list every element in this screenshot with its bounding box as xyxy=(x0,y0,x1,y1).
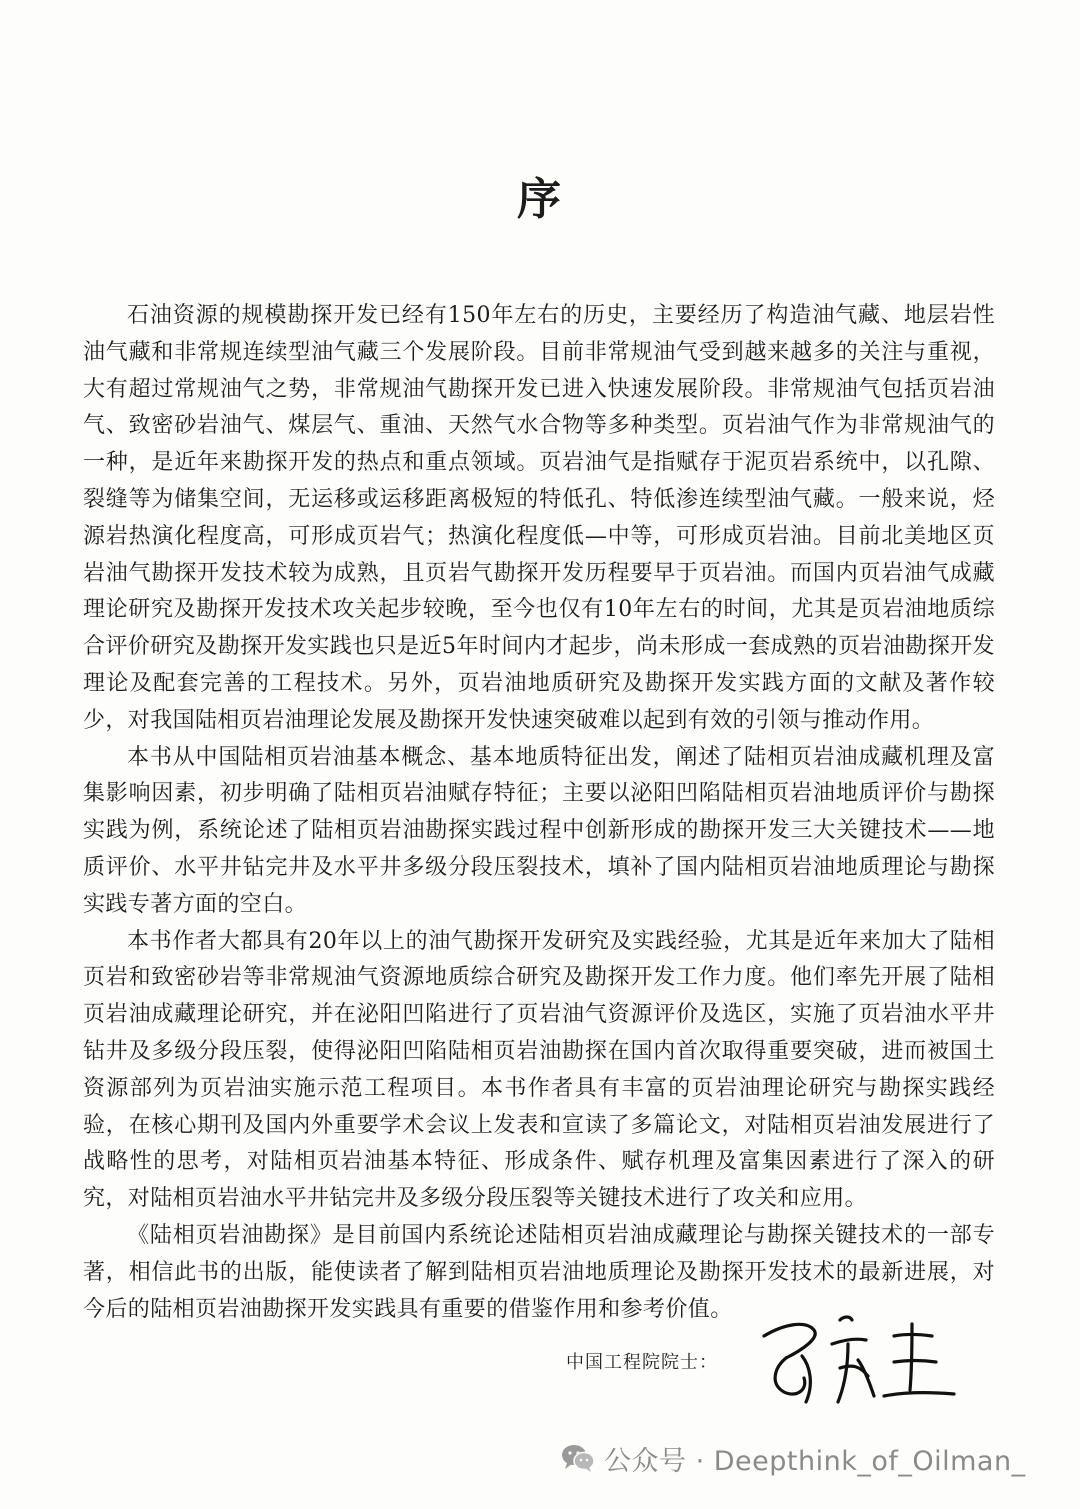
paragraph: 本书从中国陆相页岩油基本概念、基本地质特征出发，阐述了陆相页岩油成藏机理及富集影响因素，初步明确了陆相页岩油赋存特征；主要以泌阳凹陷陆相页岩油地质评价与勘探实践为例，系统论述了陆相页岩油勘探实践过程中创新形成的勘探开发三大关键技术——地质评价、水平井钻完井及水平井多级分段压裂技术，填补了国内陆相页岩油地质理论与勘探实践专著方面的空白。 xyxy=(83,744,995,917)
paragraph: 《陆相页岩油勘探》是目前国内系统论述陆相页岩油成藏理论与勘探关键技术的一部专著，相信此书的出版，能使读者了解到陆相页岩油地质理论及勘探开发技术的最新进展，对今后的陆相页岩油勘探开发实践具有重要的借鉴作用和参考价值。 xyxy=(83,1222,995,1322)
wechat-icon xyxy=(560,1443,596,1473)
signature-block xyxy=(566,1306,986,1426)
paragraph: 本书作者大都具有20年以上的油气勘探开发研究及实践经验，尤其是近年来加大了陆相页岩和致密砂岩等非常规油气资源地质综合研究及勘探开发工作力度。他们率先开展了陆相页岩油成藏理论研究，并在泌阳凹陷进行了页岩油气资源评价及选区，实施了页岩油水平井钻井及多级分段压裂，使得泌阳凹陷陆相页岩油勘探在国内首次取得重要突破，进而被国土资源部列为页岩油实施示范工程项目。本书作者具有丰富的页岩油理论研究与勘探实践经验，在核心期刊及国内外重要学术会议上发表和宣读了多篇论文，对陆相页岩油发展进行了战略性的思考，对陆相页岩油基本特征、形成条件、赋存机理及富集因素进行了深入的研究，对陆相页岩油水平井钻完井及多级分段压裂等关键技术进行了攻关和应用。 xyxy=(83,928,995,1212)
watermark-text: 公众号 · Deepthink_of_Oilman_ xyxy=(604,1445,1026,1477)
paragraph: 石油资源的规模勘探开发已经有150年左右的历史，主要经历了构造油气藏、地层岩性油气藏和非常规连续型油气藏三个发展阶段。目前非常规油气受到越来越多的关注与重视，大有超过常规油气之势，非常规油气勘探开发已进入快速发展阶段。非常规油气包括页岩油气、致密砂岩油气、煤层气、重油、天然气水合物等多种类型。页岩油气作为非常规油气的一种，是近年来勘探开发的热点和重点领域。页岩油气是指赋存于泥页岩系统中，以孔隙、裂缝等为储集空间，无运移或运移距离极短的特低孔、特低渗连续型油气藏。一般来说，烃源岩热演化程度高，可形成页岩气；热演化程度低—中等，可形成页岩油。目前北美地区页岩油气勘探开发技术较为成熟，且页岩气勘探开发历程要早于页岩油。而国内页岩油气成藏理论研究及勘探开发技术攻关起步较晚，至今也仅有10年左右的时间，尤其是页岩油地质综合评价研究及勘探开发实践也只是近5年时间内才起步，尚未形成一套成熟的页岩油勘探开发理论及配套完善的工程技术。另外，页岩油地质研究及勘探开发实践方面的文献及著作较少，对我国陆相页岩油理论发展及勘探开发快速突破难以起到有效的引领与推动作用。 xyxy=(83,303,995,733)
handwritten-signature xyxy=(744,1306,964,1416)
preface-body xyxy=(83,298,995,1328)
watermark xyxy=(560,1438,1026,1478)
signature-label: 中国工程院院士： xyxy=(566,1352,718,1373)
page-title: 序 xyxy=(517,174,563,225)
